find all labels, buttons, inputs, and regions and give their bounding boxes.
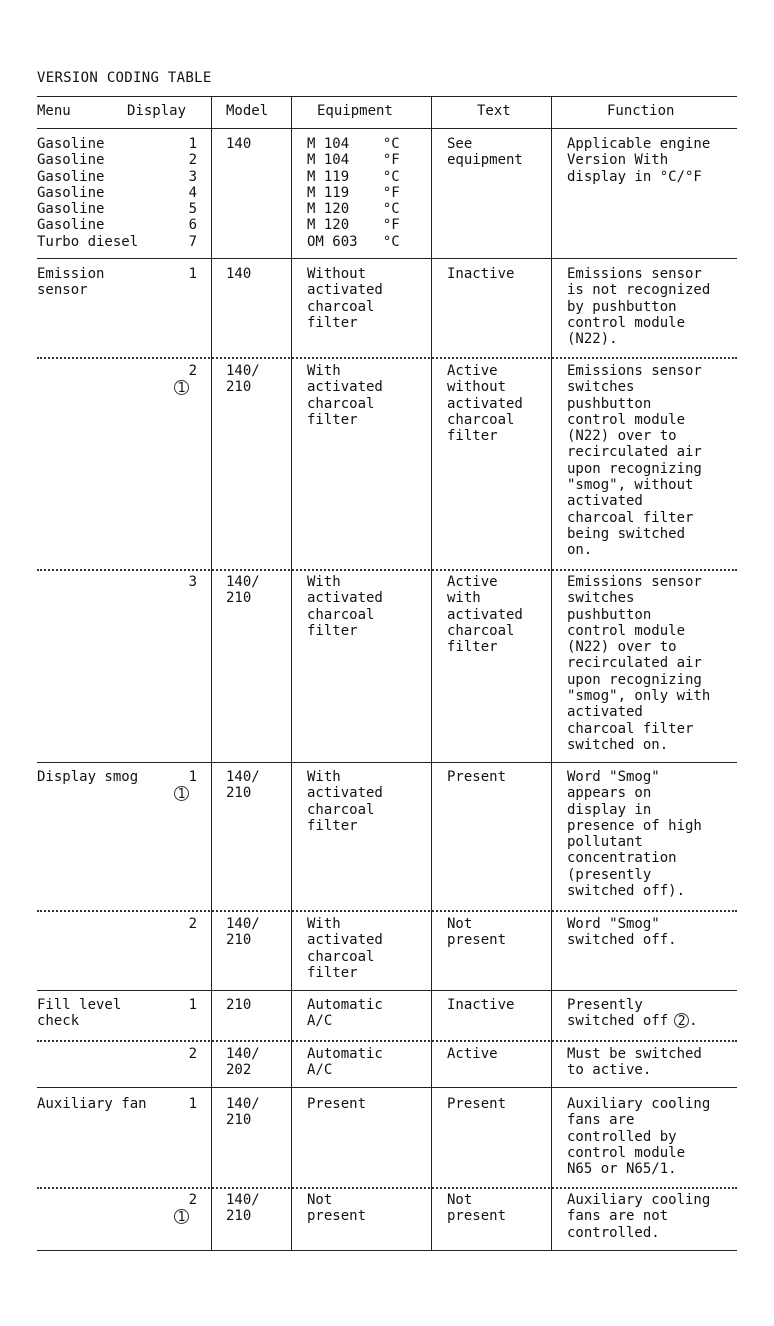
sub-row-separator — [37, 569, 737, 571]
display-cell: 3 — [188, 574, 197, 590]
row-separator — [37, 1250, 737, 1251]
equipment-cell: Automatic A/C — [307, 997, 383, 1030]
header-function: Function — [607, 103, 675, 119]
model-cell: 140/ 210 — [226, 1096, 260, 1129]
equipment-cell: With activated charcoal filter — [307, 363, 383, 428]
text-cell: Not present — [447, 1192, 507, 1225]
display-cell: 1 2 3 4 5 6 7 — [188, 136, 197, 250]
function-cell: Must be switched to active. — [567, 1046, 702, 1079]
model-cell: 140 — [226, 266, 252, 282]
text-cell: Active with activated charcoal filter — [447, 574, 523, 656]
col-divider-model — [211, 96, 212, 1250]
menu-cell: Auxiliary fan — [37, 1096, 147, 1112]
equipment-cell: Present — [307, 1096, 367, 1112]
col-divider-function — [551, 96, 552, 1250]
row-separator — [37, 258, 737, 259]
display-cell: 1 — [188, 1096, 197, 1112]
display-cell: 2 — [188, 916, 197, 932]
function-tail: . — [689, 1013, 698, 1030]
row-separator — [37, 762, 737, 763]
display-cell: 1 — [188, 769, 197, 785]
sub-row-separator — [37, 910, 737, 912]
model-cell: 140 — [226, 136, 252, 152]
sub-row-separator — [37, 1040, 737, 1042]
text-cell: See equipment — [447, 136, 523, 169]
function-cell: Emissions sensor switches pushbutton control module (N22) over to recirculated air upon recognizing "smog", only with activated charcoal filter switched on. — [567, 574, 711, 753]
menu-cell: Display smog — [37, 769, 139, 785]
sub-row-separator — [37, 1187, 737, 1189]
table-top-border — [37, 96, 737, 97]
text-cell: Inactive — [447, 266, 515, 282]
equipment-cell: With activated charcoal filter — [307, 916, 383, 981]
footnote-ref-circle: 2 — [674, 1013, 689, 1028]
text-cell: Active — [447, 1046, 498, 1062]
equipment-cell: M 104 °C M 104 °F M 119 °C M 119 °F M 120 °C M 120 °F OM 603 °C — [307, 136, 400, 250]
function-cell: Word "Smog" appears on display in presence of high pollutant concentration (presently switched off). — [567, 769, 702, 900]
model-cell: 140/ 210 — [226, 769, 260, 802]
page-title: VERSION CODING TABLE — [37, 70, 212, 86]
row-separator — [37, 990, 737, 991]
equipment-cell: With activated charcoal filter — [307, 769, 383, 834]
row-separator — [37, 1087, 737, 1088]
function-cell: Applicable engine Version With display in °C/°F — [567, 136, 711, 185]
menu-cell: Fill level check — [37, 997, 122, 1030]
footnote-ref-circle: 1 — [174, 1209, 189, 1224]
header-equipment: Equipment — [317, 103, 393, 119]
header-display: Display — [127, 103, 187, 119]
text-cell: Not present — [447, 916, 507, 949]
text-cell: Present — [447, 769, 507, 785]
col-divider-equipment — [291, 96, 292, 1250]
menu-cell: Emission sensor — [37, 266, 105, 299]
text-cell: Inactive — [447, 997, 515, 1013]
header-model: Model — [226, 103, 269, 119]
col-divider-text — [431, 96, 432, 1250]
menu-cell: Gasoline Gasoline Gasoline Gasoline Gasoline Gasoline Turbo diesel — [37, 136, 139, 250]
header-bottom-border — [37, 128, 737, 129]
text-cell: Active without activated charcoal filter — [447, 363, 523, 445]
header-menu: Menu — [37, 103, 71, 119]
function-cell: Word "Smog" switched off. — [567, 916, 677, 949]
display-cell: 2 — [188, 1192, 197, 1208]
model-cell: 140/ 210 — [226, 916, 260, 949]
function-cell: Auxiliary cooling fans are controlled by control module N65 or N65/1. — [567, 1096, 711, 1178]
display-cell: 2 — [188, 1046, 197, 1062]
sub-row-separator — [37, 357, 737, 359]
function-cell: Emissions sensor is not recognized by pushbutton control module (N22). — [567, 266, 711, 348]
function-cell: Emissions sensor switches pushbutton control module (N22) over to recirculated air upon recognizing "smog", without activated charcoal filter being switched on. — [567, 363, 702, 559]
footnote-ref-circle: 1 — [174, 380, 189, 395]
model-cell: 140/ 210 — [226, 574, 260, 607]
equipment-cell: With activated charcoal filter — [307, 574, 383, 639]
text-cell: Present — [447, 1096, 507, 1112]
model-cell: 210 — [226, 997, 252, 1013]
header-text: Text — [477, 103, 511, 119]
equipment-cell: Not present — [307, 1192, 367, 1225]
function-cell: Auxiliary cooling fans are not controlled. — [567, 1192, 711, 1241]
model-cell: 140/ 210 — [226, 1192, 260, 1225]
footnote-ref-circle: 1 — [174, 786, 189, 801]
display-cell: 1 — [188, 266, 197, 282]
function-cell: Presently switched off 2 . — [567, 997, 698, 1030]
display-cell: 1 — [188, 997, 197, 1013]
equipment-cell: Without activated charcoal filter — [307, 266, 383, 331]
model-cell: 140/ 210 — [226, 363, 260, 396]
display-cell: 2 — [188, 363, 197, 379]
model-cell: 140/ 202 — [226, 1046, 260, 1079]
equipment-cell: Automatic A/C — [307, 1046, 383, 1079]
